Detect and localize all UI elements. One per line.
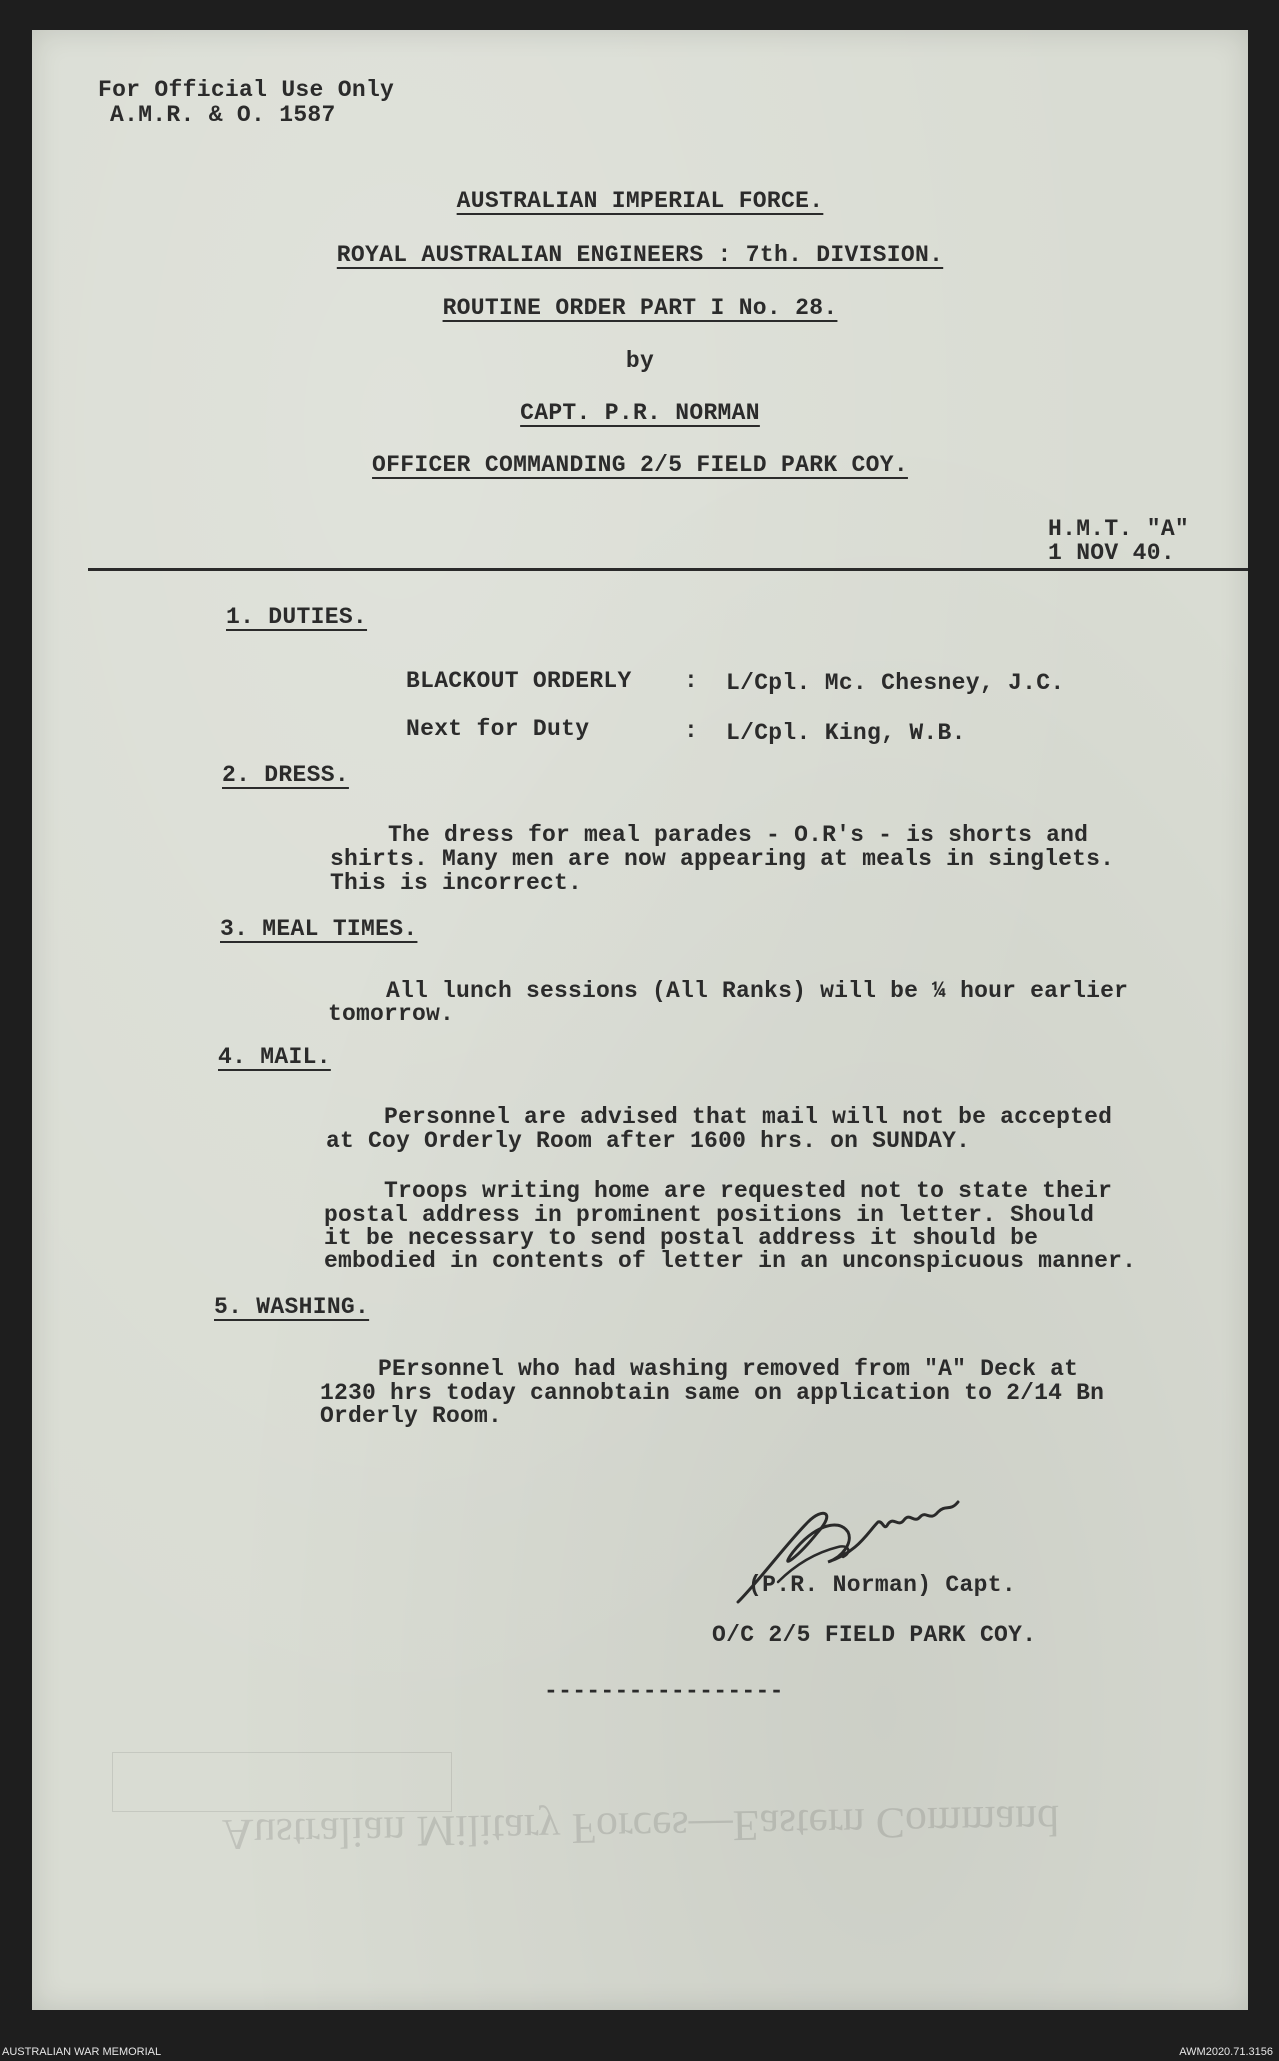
title-line-3: ROUTINE ORDER PART I No. 28.	[442, 295, 838, 321]
mail-para2-line-4: embodied in contents of letter in an unconspicuous manner.	[324, 1248, 1137, 1274]
title-line-5-wrap	[32, 400, 1248, 426]
signatory-name: (P.R. Norman) Capt.	[748, 1572, 1016, 1598]
location: H.M.T. "A"	[1048, 516, 1190, 542]
mail-para2-line-2: postal address in prominent positions in letter. Should	[324, 1202, 1095, 1228]
meal-times-heading: 3. MEAL TIMES.	[220, 916, 418, 942]
footer-left: AUSTRALIAN WAR MEMORIAL	[2, 2046, 162, 2058]
mail-para1-line-1: Personnel are advised that mail will not be accepted	[384, 1104, 1113, 1130]
title-line-2-wrap	[32, 242, 1248, 268]
mail-para1-line-2: at Coy Orderly Room after 1600 hrs. on SUNDAY.	[326, 1128, 971, 1154]
dress-heading: 2. DRESS.	[222, 762, 349, 788]
duty-row-2-value: L/Cpl. King, W.B.	[726, 720, 966, 746]
duty-row-2-label: Next for Duty	[406, 716, 590, 742]
end-rule: -----------------	[544, 1678, 784, 1704]
meal-times-line-2: tomorrow.	[328, 1001, 455, 1027]
title-line-4: by	[625, 348, 655, 374]
title-line-3-wrap	[32, 295, 1248, 321]
mail-para2-line-3: it be necessary to send postal address it should be	[324, 1225, 1039, 1251]
meal-times-line-1: All lunch sessions (All Ranks) will be ¼ hour earlier	[386, 978, 1129, 1004]
title-line-1: AUSTRALIAN IMPERIAL FORCE.	[456, 188, 824, 214]
washing-line-1: PErsonnel who had washing removed from "A" Deck at	[378, 1356, 1079, 1382]
duty-row-1-value: L/Cpl. Mc. Chesney, J.C.	[726, 670, 1065, 696]
reference-number: A.M.R. & O. 1587	[110, 102, 336, 128]
dress-line-1: The dress for meal parades - O.R's - is shorts and	[388, 822, 1089, 848]
footer-right: AWM2020.71.3156	[1179, 2046, 1273, 2058]
mail-para2-line-1: Troops writing home are requested not to state their	[384, 1178, 1113, 1204]
duty-row-2-sep: :	[684, 718, 699, 744]
header-divider	[88, 568, 1248, 571]
bleed-through-box	[112, 1752, 452, 1812]
duty-row-1-label: BLACKOUT ORDERLY	[406, 668, 632, 694]
date: 1 NOV 40.	[1048, 540, 1175, 566]
official-use-label: For Official Use Only	[98, 77, 395, 103]
document-page	[32, 30, 1248, 2010]
title-line-2: ROYAL AUSTRALIAN ENGINEERS : 7th. DIVISION.	[336, 242, 944, 268]
title-line-5: CAPT. P.R. NORMAN	[520, 400, 760, 426]
washing-line-2: 1230 hrs today cannobtain same on application to 2/14 Bn	[320, 1380, 1105, 1406]
title-line-6: OFFICER COMMANDING 2/5 FIELD PARK COY.	[372, 452, 908, 478]
duty-row-1-sep: :	[684, 668, 699, 694]
duties-heading: 1. DUTIES.	[226, 604, 368, 630]
dress-line-3: This is incorrect.	[330, 870, 583, 896]
title-line-4-wrap	[32, 348, 1248, 374]
title-line-6-wrap	[32, 452, 1248, 478]
mail-heading: 4. MAIL.	[218, 1044, 331, 1070]
washing-line-3: Orderly Room.	[320, 1403, 503, 1429]
title-line-1-wrap	[32, 188, 1248, 214]
bleed-through-text: Australian Military Forces—Eastern Command	[221, 1795, 1060, 1860]
washing-heading: 5. WASHING.	[214, 1294, 370, 1320]
signatory-unit: O/C 2/5 FIELD PARK COY.	[712, 1622, 1037, 1648]
dress-line-2: shirts. Many men are now appearing at meals in singlets.	[330, 846, 1115, 872]
